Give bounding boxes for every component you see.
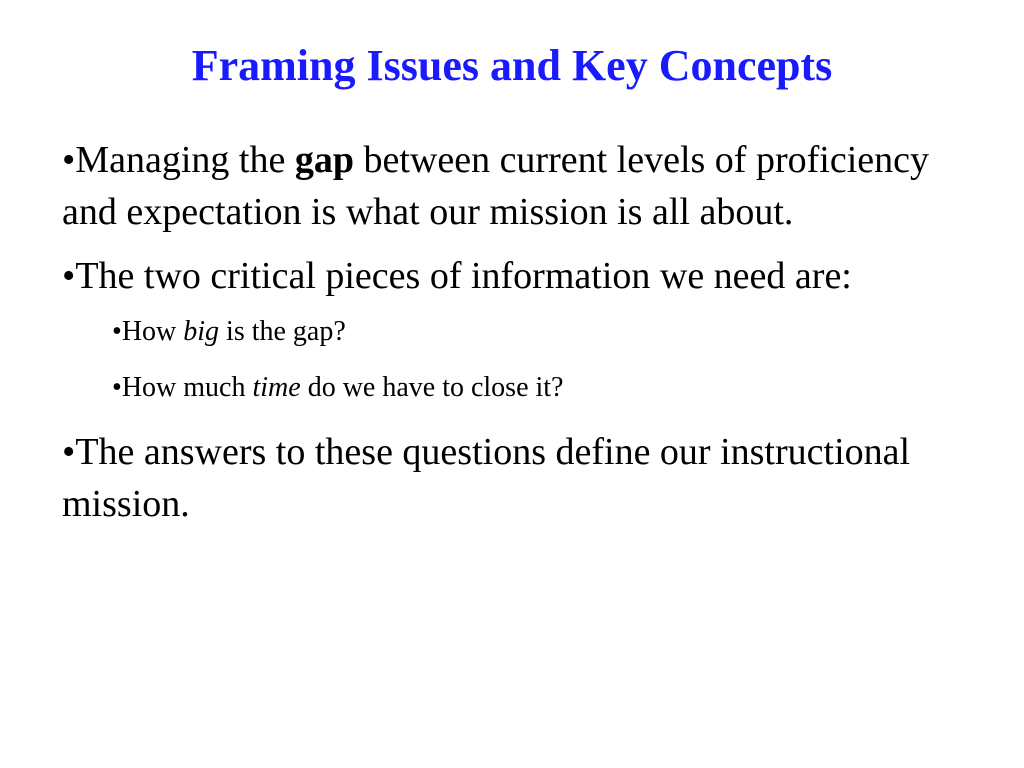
bullet-text-em: time xyxy=(252,372,301,403)
bullet-marker: • xyxy=(62,139,76,181)
slide-body xyxy=(62,134,962,542)
slide-title: Framing Issues and Key Concepts xyxy=(191,41,833,90)
bullet-text-post: between current levels of proficiency and expectation is what our mission is all about. xyxy=(62,139,929,233)
bullet-marker: • xyxy=(112,316,122,347)
bullet-text: The two critical pieces of information we need are: xyxy=(75,255,852,297)
bullet-text-em: big xyxy=(183,316,220,347)
bullet-text-strong: gap xyxy=(294,139,354,181)
bullet-marker: • xyxy=(62,431,76,473)
bullet-text-pre: Managing the xyxy=(75,139,295,181)
bullet-marker: • xyxy=(112,372,122,403)
bullet-answers xyxy=(62,426,962,530)
bullet-gap xyxy=(62,134,962,238)
bullet-text-pre: How much xyxy=(121,372,253,403)
bullet-text-post: is the gap? xyxy=(219,316,346,347)
bullet-critical-pieces xyxy=(62,250,962,302)
sub-bullet-how-big xyxy=(112,314,962,350)
bullet-text: The answers to these questions define our instructional mission. xyxy=(62,431,911,525)
sub-bullet-how-much-time xyxy=(112,370,962,406)
bullet-text-pre: How xyxy=(121,316,184,347)
bullet-text-post: do we have to close it? xyxy=(300,372,564,403)
bullet-marker: • xyxy=(62,255,76,297)
